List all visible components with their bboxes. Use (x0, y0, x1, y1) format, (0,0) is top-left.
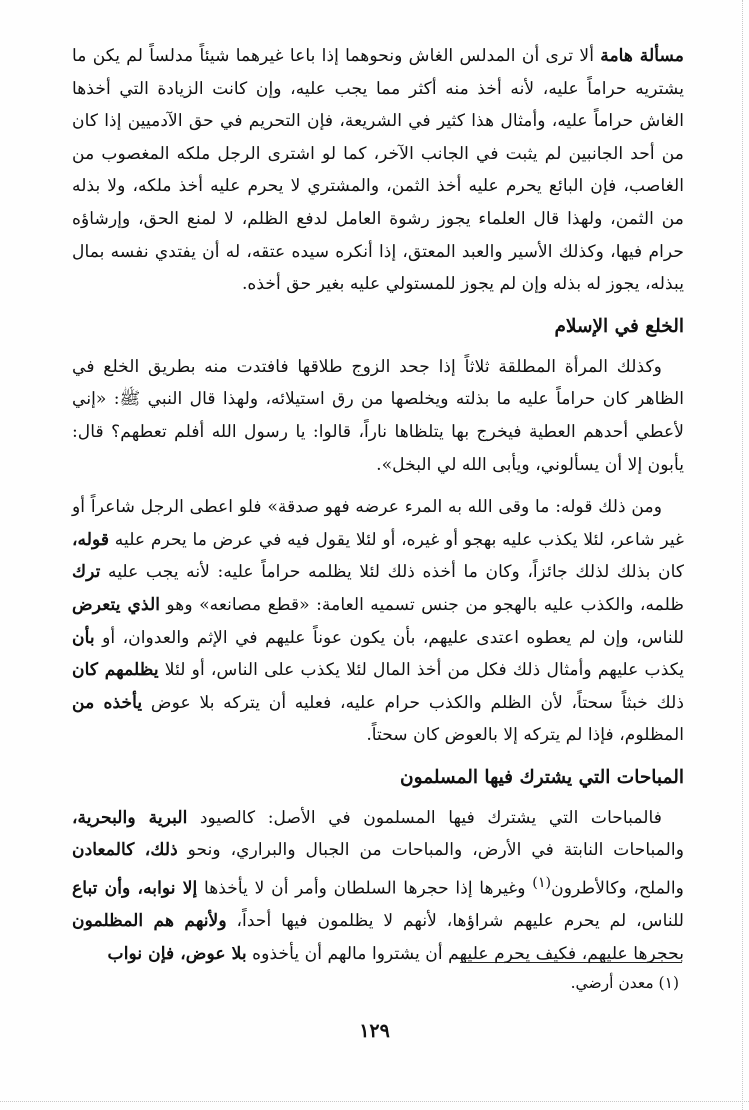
paragraph-important-issue (72, 40, 684, 301)
text-run: ذلك خبثاً سحتاً، لأن الظلم والكذب حرام عليه، فعليه أن يتركه بلا عوض (142, 692, 684, 713)
bold-run: البرية والبحرية، (72, 807, 188, 828)
footnote-reference[interactable]: (١) (532, 875, 552, 892)
text-run: للناس، وإن لم يعطوه اعتدى عليهم، بأن يكون عوناً عليهم في الإثم والعدوان، أو (94, 627, 684, 648)
page-edge-right (742, 0, 743, 1110)
bold-run: بلا عوض، فإن نواب (107, 943, 247, 964)
page-number: ١٢٩ (359, 1020, 390, 1042)
paragraph-khul: وكذلك المرأة المطلقة ثلاثاً إذا جحد الزوج طلاقها فافتدت منه بطريق الخلع في الظاهر كان حراماً عليه ما بذلته ويخلصها من رق استيلائه، ولهذا قال النبي ﷺ: «إني لأعطي أحدهم العطية فيخرج بها يتلظاها ناراً، قالوا: يا رسول الله أفلم تعطهم؟ قال: يأبون إلا أن يسألوني، ويأبى الله لي البخل». (72, 356, 684, 475)
section-heading-khul: الخلع في الإسلام (554, 315, 684, 337)
footnote-divider (460, 962, 682, 963)
page-edge-bottom (0, 1101, 749, 1102)
text-run: والملح، وكالأطرون (551, 878, 684, 899)
text-run: يكذب عليهم وأمثال ذلك فكل من أخذ المال لئلا يكذب على الناس، أو لئلا (158, 660, 684, 681)
paragraph-gap (72, 481, 684, 491)
bold-run: الذي يتعرض (72, 594, 160, 615)
main-text (72, 40, 684, 971)
text-run: كان بذلك لذلك جائزاً، وكان ما أخذه ذلك لئلا يظلمه حراماً عليه: لأنه يجب عليه (100, 562, 684, 583)
bold-run: قوله، (72, 529, 110, 550)
text-run: ومن ذلك قوله: ما وقى الله به المرء عرضه فهو صدقة» فلو اعطى الرجل شاعراً أو غير شاعر، لئلا يكذب عليه بهجو أو غيره، أو لئلا يقول فيه في عرض ما يحرم عليه (72, 497, 684, 550)
bold-run: ترك (72, 562, 101, 583)
paragraph-text: ألا ترى أن المدلس الغاش ونحوهما إذا باعا غيرهما شيئاً مدلساً لم يكن ما يشتريه حراماً عليه، لأنه أخذ منه أكثر مما يجب عليه، وإن كانت الزيادة التي أخذها الغاش حراماً عليه، وأمثال هذا كثير في الشريعة، فإن التحريم في حق الآدميين إذا كان من أحد الجانبين لم يثبت في الجانب الآخر، كما لو اشترى الرجل ملكه المغصوب من الغاصب، فإن البائع يحرم عليه أخذ الثمن، والمشتري لا يحرم عليه أخذ ملكه، ولا بذله من الثمن، ولهذا قال العلماء يجوز رشوة العامل لدفع الظلم، لا لمنع الحق، وإرشاؤه حرام فيها، وكذلك الأسير والعبد المعتق، إذا أنكره سيده عتقه، له أن يفتدي نفسه بمال يبذله، يجوز له بذله وإن لم يجوز للمستولي عليه بغير حق أخذه. (72, 46, 684, 295)
bold-run: ولأنهم هم المظلمون (72, 911, 227, 932)
text-run: وغيرها إذا حجرها السلطان وأمر أن لا يأخذها (197, 878, 533, 899)
paragraph-honor-protection (72, 491, 684, 752)
text-run: ظلمه، والكذب عليه بالهجو من جنس تسميه العامة: «قطع مصانعه» وهو (159, 594, 684, 615)
bold-run: ذلك، كالمعادن (72, 840, 178, 861)
lead-term: مسألة هامة (600, 46, 684, 66)
bold-run: بأن (72, 627, 95, 648)
footnote: (١) معدن أرضي. (570, 974, 679, 992)
bold-run: إلا نوابه، وأن تباع (72, 878, 198, 899)
bold-run: يظلمهم كان (72, 660, 159, 681)
paragraph-shared-permissibles (72, 802, 684, 971)
text-run: والمباحات النابتة في الأرض، والمباحات من الجبال والبراري، ونحو (177, 840, 684, 861)
text-run: بحجرها عليهم، فكيف يحرم عليهم أن يشتروا مالهم أن يأخذوه (246, 943, 684, 964)
section-heading-shared-permissibles: المباحات التي يشترك فيها المسلمون (400, 766, 684, 788)
text-run: للناس، لم يحرم عليهم شراؤها، لأنهم لا يظلمون فيها أحداً، (226, 911, 684, 932)
text-run: فالمباحات التي يشترك فيها المسلمون في الأصل: كالصيود (187, 807, 662, 828)
text-run: المظلوم، فإذا لم يتركه إلا بالعوض كان سحتاً. (366, 725, 684, 746)
bold-run: يأخذه من (72, 692, 143, 713)
